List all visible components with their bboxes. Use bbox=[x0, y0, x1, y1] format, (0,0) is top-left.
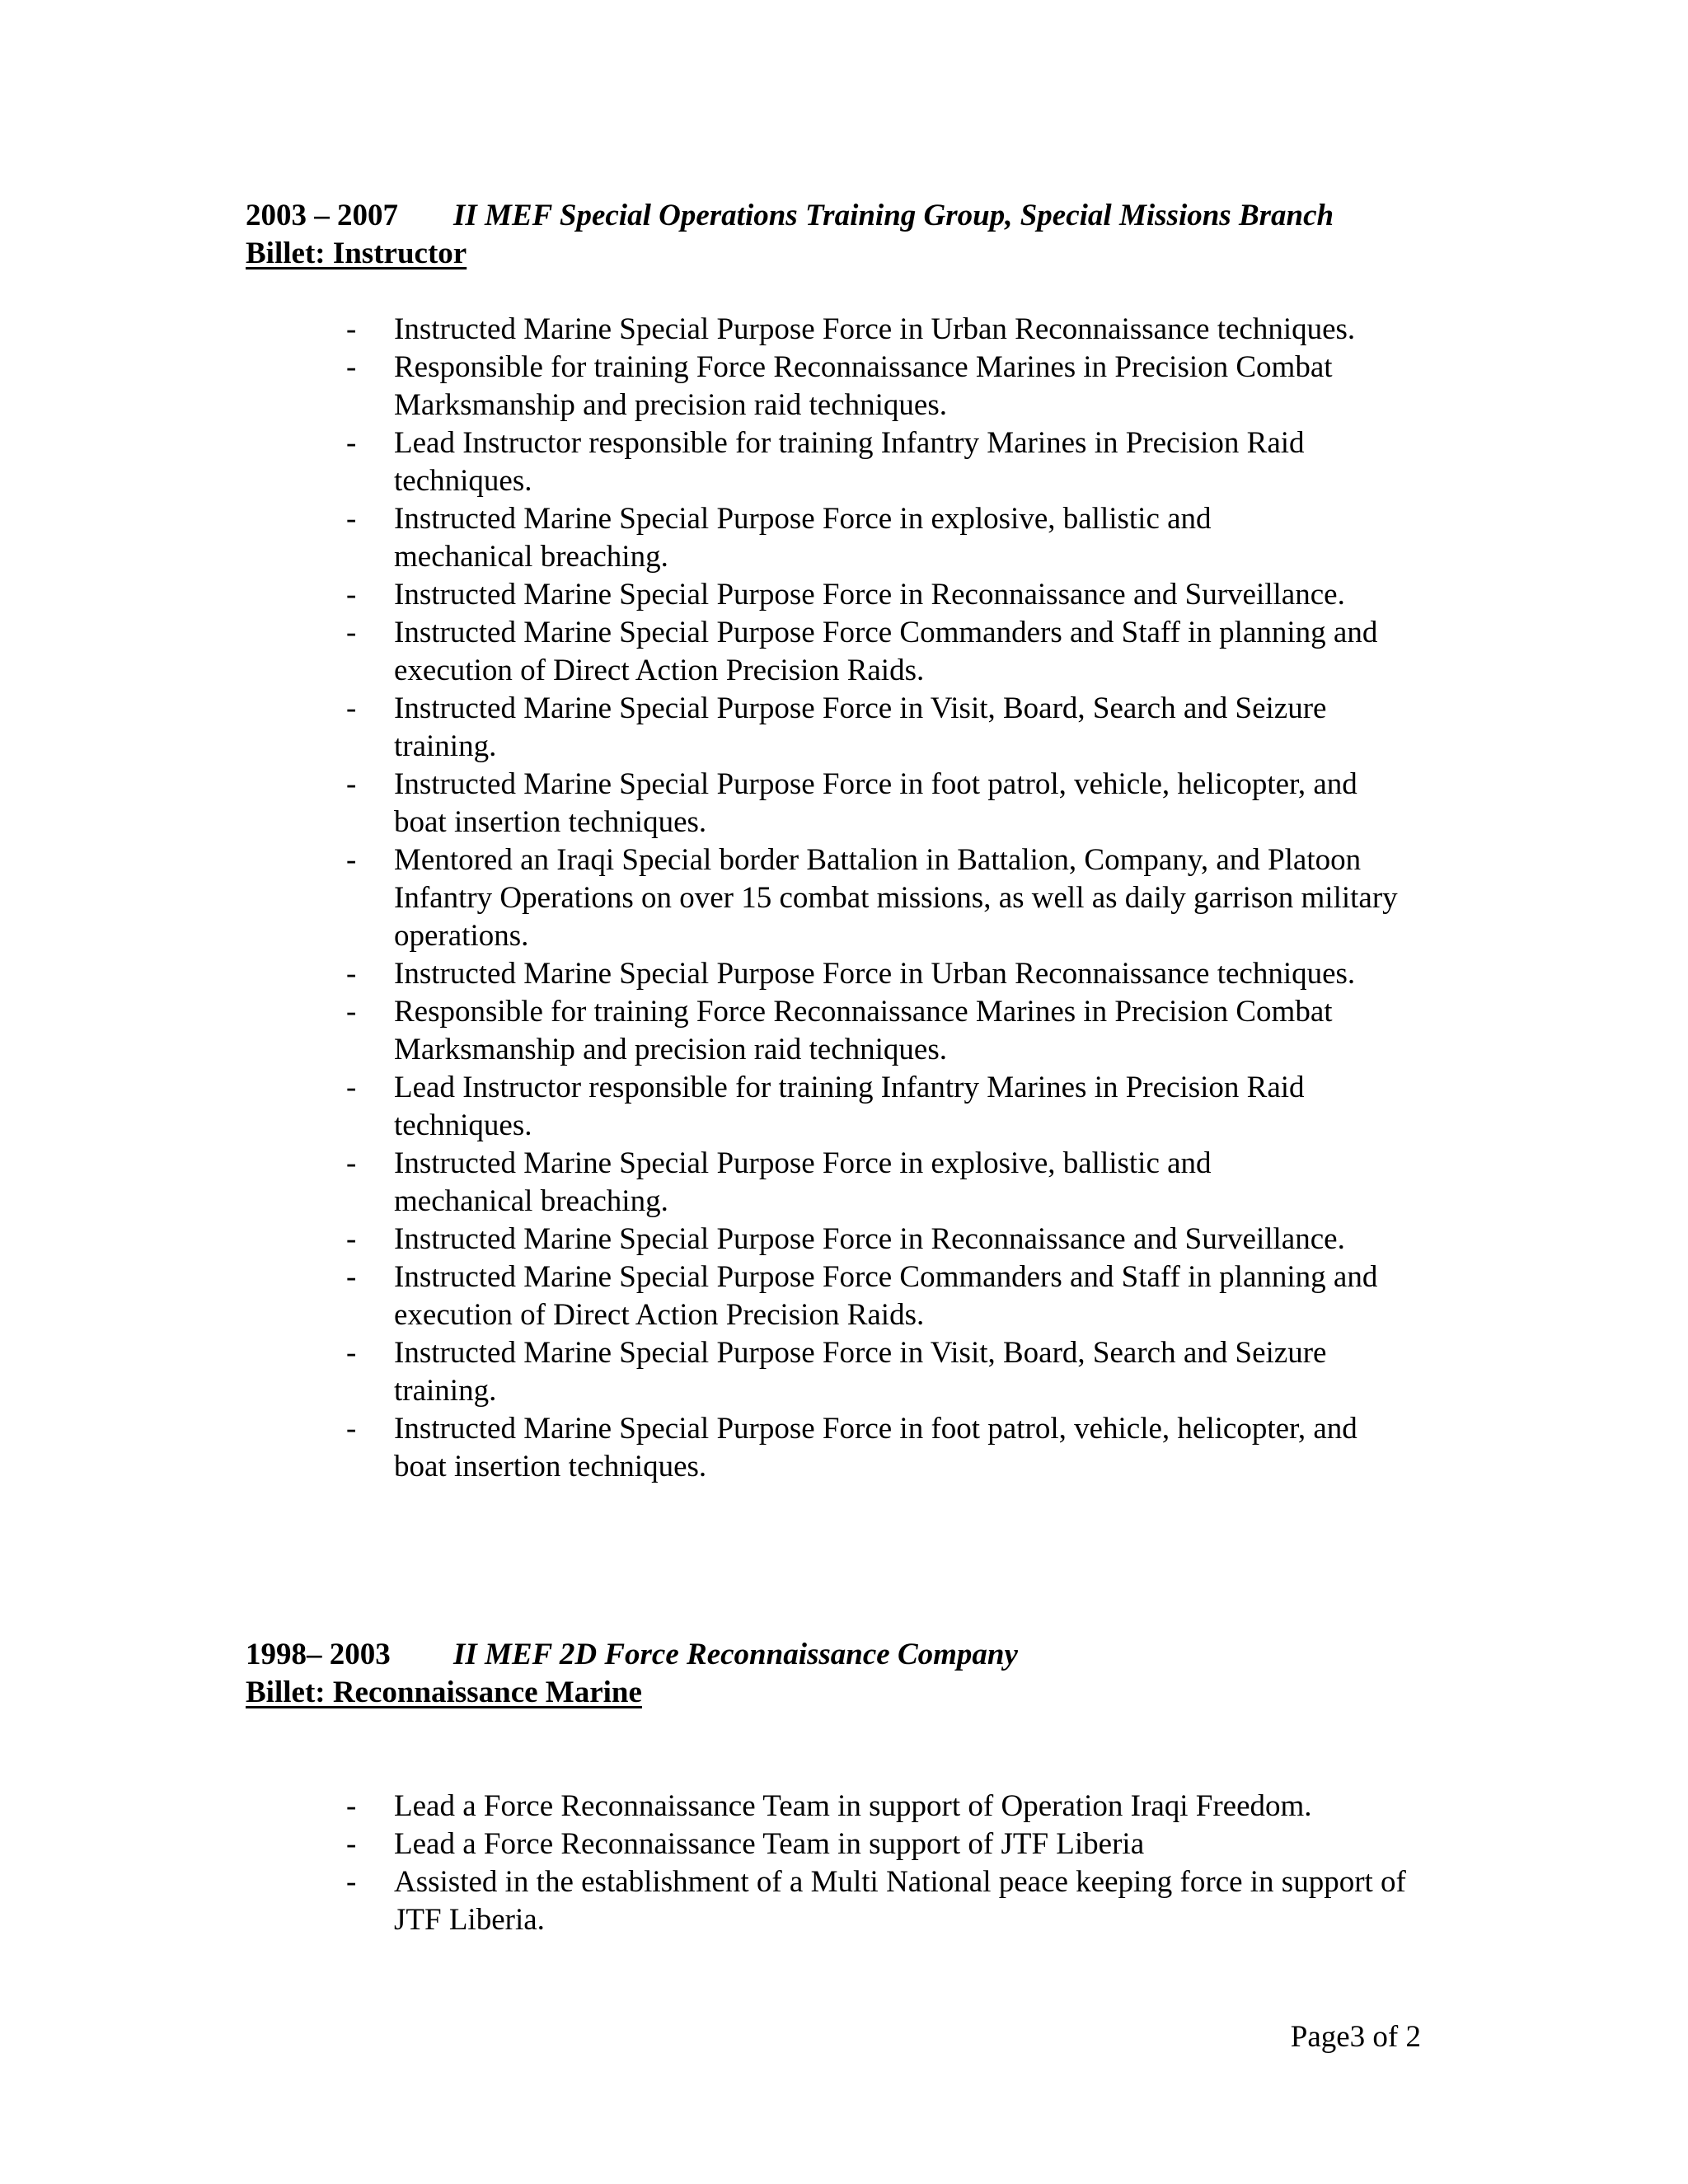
list-item bbox=[0, 1863, 1688, 1939]
bullet-list bbox=[0, 311, 1688, 1486]
bullet-text: Lead a Force Reconnaissance Team in support of Operation Iraqi Freedom. bbox=[394, 1789, 1312, 1823]
bullet-marker: - bbox=[346, 616, 357, 649]
bullet-text: Mentored an Iraqi Special border Battalion in Battalion, Company, and Platoon Infantry Operations on over 15 combat missions, as well as daily garrison military operations. bbox=[394, 843, 1398, 953]
list-item bbox=[0, 424, 1688, 500]
bullet-marker: - bbox=[346, 578, 357, 612]
bullet-text: Responsible for training Force Reconnaissance Marines in Precision Combat Marksmanship and precision raid techniques. bbox=[394, 995, 1333, 1066]
bullet-text: Assisted in the establishment of a Multi National peace keeping force in support of JTF Liberia. bbox=[394, 1865, 1406, 1937]
list-item bbox=[0, 1069, 1688, 1145]
bullet-marker: - bbox=[346, 1865, 357, 1899]
list-item bbox=[0, 690, 1688, 766]
list-item bbox=[0, 500, 1688, 576]
list-item bbox=[0, 1258, 1688, 1334]
list-item bbox=[0, 841, 1688, 955]
list-item bbox=[0, 766, 1688, 841]
bullet-marker: - bbox=[346, 312, 357, 346]
list-item bbox=[0, 576, 1688, 614]
section-organization: II MEF 2D Force Reconnaissance Company bbox=[453, 1638, 1018, 1671]
bullet-marker: - bbox=[346, 1827, 357, 1861]
section-period: 2003 – 2007 bbox=[246, 199, 398, 232]
bullet-text: Instructed Marine Special Purpose Force in Urban Reconnaissance techniques. bbox=[394, 957, 1356, 991]
bullet-marker: - bbox=[346, 1146, 357, 1180]
bullet-marker: - bbox=[346, 843, 357, 877]
section-heading bbox=[246, 1636, 1018, 1674]
bullet-text: Instructed Marine Special Purpose Force in foot patrol, vehicle, helicopter, and boat insertion techniques. bbox=[394, 1412, 1357, 1483]
bullet-text: Instructed Marine Special Purpose Force in Visit, Board, Search and Seizure training. bbox=[394, 1336, 1327, 1408]
bullet-text: Lead Instructor responsible for training Infantry Marines in Precision Raid techniques. bbox=[394, 426, 1305, 498]
bullet-text: Lead Instructor responsible for training Infantry Marines in Precision Raid techniques. bbox=[394, 1071, 1305, 1142]
bullet-marker: - bbox=[346, 1260, 357, 1294]
bullet-marker: - bbox=[346, 691, 357, 725]
bullet-marker: - bbox=[346, 957, 357, 991]
list-item bbox=[0, 1825, 1688, 1863]
page-number: Page3 of 2 bbox=[1290, 2020, 1421, 2054]
bullet-marker: - bbox=[346, 1412, 357, 1446]
section-billet: Billet: Instructor bbox=[246, 237, 467, 270]
list-item bbox=[0, 349, 1688, 424]
list-item bbox=[0, 1334, 1688, 1410]
bullet-text: Instructed Marine Special Purpose Force in foot patrol, vehicle, helicopter, and boat insertion techniques. bbox=[394, 767, 1357, 839]
bullet-marker: - bbox=[346, 1789, 357, 1823]
bullet-text: Responsible for training Force Reconnaissance Marines in Precision Combat Marksmanship and precision raid techniques. bbox=[394, 350, 1333, 422]
bullet-text: Instructed Marine Special Purpose Force Commanders and Staff in planning and execution of Direct Action Precision Raids. bbox=[394, 1260, 1378, 1332]
list-item bbox=[0, 1410, 1688, 1486]
bullet-marker: - bbox=[346, 426, 357, 460]
bullet-text: Instructed Marine Special Purpose Force in Reconnaissance and Surveillance. bbox=[394, 1222, 1345, 1256]
section-billet: Billet: Reconnaissance Marine bbox=[246, 1675, 642, 1709]
section-organization: II MEF Special Operations Training Group, Special Missions Branch bbox=[453, 199, 1334, 232]
list-item bbox=[0, 955, 1688, 993]
bullet-marker: - bbox=[346, 350, 357, 384]
bullet-marker: - bbox=[346, 767, 357, 801]
bullet-text: Lead a Force Reconnaissance Team in support of JTF Liberia bbox=[394, 1827, 1145, 1861]
bullet-marker: - bbox=[346, 1336, 357, 1370]
bullet-marker: - bbox=[346, 995, 357, 1029]
list-item bbox=[0, 614, 1688, 690]
bullet-text: Instructed Marine Special Purpose Force in explosive, ballistic and mechanical breaching. bbox=[394, 1146, 1212, 1218]
bullet-marker: - bbox=[346, 502, 357, 536]
bullet-text: Instructed Marine Special Purpose Force Commanders and Staff in planning and execution of Direct Action Precision Raids. bbox=[394, 616, 1378, 687]
bullet-marker: - bbox=[346, 1071, 357, 1104]
bullet-text: Instructed Marine Special Purpose Force in Urban Reconnaissance techniques. bbox=[394, 312, 1356, 346]
bullet-text: Instructed Marine Special Purpose Force in Reconnaissance and Surveillance. bbox=[394, 578, 1345, 612]
list-item bbox=[0, 1788, 1688, 1825]
bullet-text: Instructed Marine Special Purpose Force in Visit, Board, Search and Seizure training. bbox=[394, 691, 1327, 763]
bullet-marker: - bbox=[346, 1222, 357, 1256]
list-item bbox=[0, 311, 1688, 349]
section-heading bbox=[246, 197, 1334, 235]
list-item bbox=[0, 993, 1688, 1069]
bullet-list bbox=[0, 1788, 1688, 1939]
section-period: 1998– 2003 bbox=[246, 1638, 391, 1671]
bullet-text: Instructed Marine Special Purpose Force in explosive, ballistic and mechanical breaching. bbox=[394, 502, 1212, 574]
list-item bbox=[0, 1145, 1688, 1221]
list-item bbox=[0, 1221, 1688, 1258]
